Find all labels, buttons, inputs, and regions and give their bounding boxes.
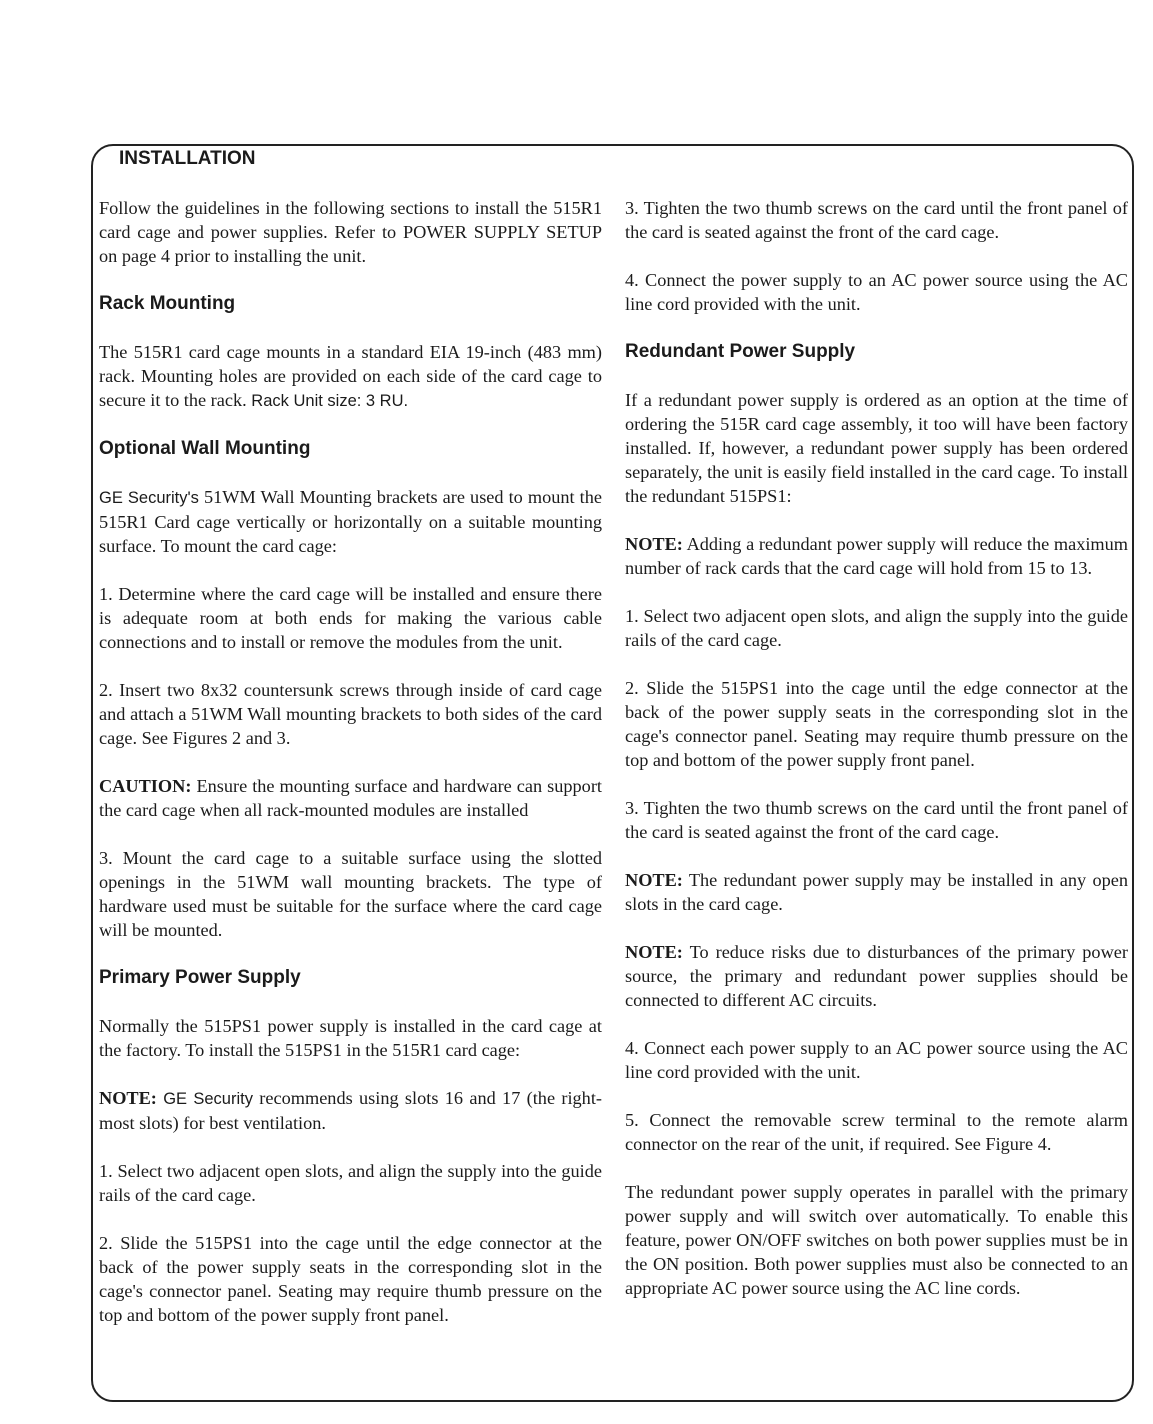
primary-step-2: 2. Slide the 515PS1 into the cage until the edge connector at the back of the power supply seats in the corresponding slot in the cage's connector panel. Seating may require thumb pressure on the top and bottom of the power supply front panel.: [99, 1233, 602, 1325]
wall-step-1: 1. Determine where the card cage will be installed and ensure there is adequate room at both ends for making the various cable connections and to install or remove the modules from the unit.: [99, 584, 602, 652]
caution-text: Ensure the mounting surface and hardware can support the card cage when all rack-mounted modules are installed: [99, 776, 602, 820]
redundant-step-5: 5. Connect the removable screw terminal to the remote alarm connector on the rear of the unit, if required. See Figure 4.: [625, 1110, 1128, 1154]
brand-name: GE Security: [163, 1090, 253, 1108]
right-column: [625, 196, 1128, 1324]
redundant-note-2: [625, 868, 1128, 916]
primary-power-heading: Primary Power Supply: [99, 967, 301, 988]
primary-power-intro: Normally the 515PS1 power supply is installed in the card cage at the factory. To install the 515PS1 in the 515R1 card cage:: [99, 1016, 602, 1060]
redundant-step-1: 1. Select two adjacent open slots, and align the supply into the guide rails of the card cage.: [625, 606, 1128, 650]
wall-mounting-intro-text: 51WM Wall Mounting brackets are used to mount the 515R1 Card cage vertically or horizontally on a suitable mounting surface. To mount the card cage:: [99, 487, 602, 556]
primary-step-3: 3. Tighten the two thumb screws on the card until the front panel of the card is seated against the front of the card cage.: [625, 198, 1128, 242]
note-label: NOTE:: [625, 534, 683, 554]
rack-mounting-text: The 515R1 card cage mounts in a standard EIA 19-inch (483 mm) rack. Mounting holes are provided on each side of the card cage to secure it to the rack.: [99, 342, 602, 410]
note-text: The redundant power supply may be installed in any open slots in the card cage.: [625, 870, 1128, 914]
redundant-closing: The redundant power supply operates in parallel with the primary power supply and will switch over automatically. To enable this feature, power ON/OFF switches on both power supplies must be in the ON position. Both power supplies must also be connected to an appropriate AC power source using the AC line cords.: [625, 1182, 1128, 1298]
brand-name: GE Security's: [99, 489, 199, 507]
redundant-step-2: 2. Slide the 515PS1 into the cage until the edge connector at the back of the power supply seats in the corresponding slot in the cage's connector panel. Seating may require thumb pressure on the top and bottom of the power supply front panel.: [625, 678, 1128, 770]
primary-step-4: 4. Connect the power supply to an AC power source using the AC line cord provided with the unit.: [625, 270, 1128, 314]
note-label: NOTE:: [99, 1088, 157, 1108]
wall-mounting-intro: [99, 485, 602, 558]
note-text: To reduce risks due to disturbances of the primary power source, the primary and redundant power supplies should be connected to different AC circuits.: [625, 942, 1128, 1010]
caution-note: [99, 774, 602, 822]
redundant-note-1: [625, 532, 1128, 580]
caution-label: CAUTION:: [99, 776, 192, 796]
redundant-step-3: 3. Tighten the two thumb screws on the card until the front panel of the card is seated against the front of the card cage.: [625, 798, 1128, 842]
intro-paragraph: Follow the guidelines in the following sections to install the 515R1 card cage and power supplies. Refer to POWER SUPPLY SETUP on page 4 prior to installing the unit.: [99, 198, 602, 266]
note-text: Adding a redundant power supply will reduce the maximum number of rack cards that the card cage will hold from 15 to 13.: [625, 534, 1128, 578]
note-label: NOTE:: [625, 870, 683, 890]
note-text: recommends using slots 16 and 17 (the right-most slots) for best ventilation.: [99, 1088, 602, 1133]
redundant-step-4: 4. Connect each power supply to an AC power source using the AC line cord provided with the unit.: [625, 1038, 1128, 1082]
wall-step-2: 2. Insert two 8x32 countersunk screws through inside of card cage and attach a 51WM Wall mounting brackets to both sides of the card cage. See Figures 2 and 3.: [99, 680, 602, 748]
redundant-note-3: [625, 940, 1128, 1012]
primary-step-1: 1. Select two adjacent open slots, and align the supply into the guide rails of the card cage.: [99, 1161, 602, 1205]
redundant-power-heading: Redundant Power Supply: [625, 341, 856, 362]
section-title: INSTALLATION: [119, 148, 256, 169]
left-column: [99, 196, 602, 1351]
wall-step-3: 3. Mount the card cage to a suitable surface using the slotted openings in the 51WM wall mounting brackets. The type of hardware used must be suitable for the surface where the card cage will be mounted.: [99, 848, 602, 940]
wall-mounting-heading: Optional Wall Mounting: [99, 438, 311, 459]
primary-note: [99, 1086, 602, 1135]
rack-mounting-paragraph: [99, 340, 602, 413]
rack-unit-size: Rack Unit size: 3 RU.: [251, 392, 409, 410]
redundant-intro: If a redundant power supply is ordered as an option at the time of ordering the 515R card cage assembly, it too will have been factory installed. If, however, a redundant power supply has been ordered separately, the unit is easily field installed in the card cage. To install the redundant 515PS1:: [625, 390, 1128, 506]
note-label: NOTE:: [625, 942, 683, 962]
rack-mounting-heading: Rack Mounting: [99, 293, 236, 314]
